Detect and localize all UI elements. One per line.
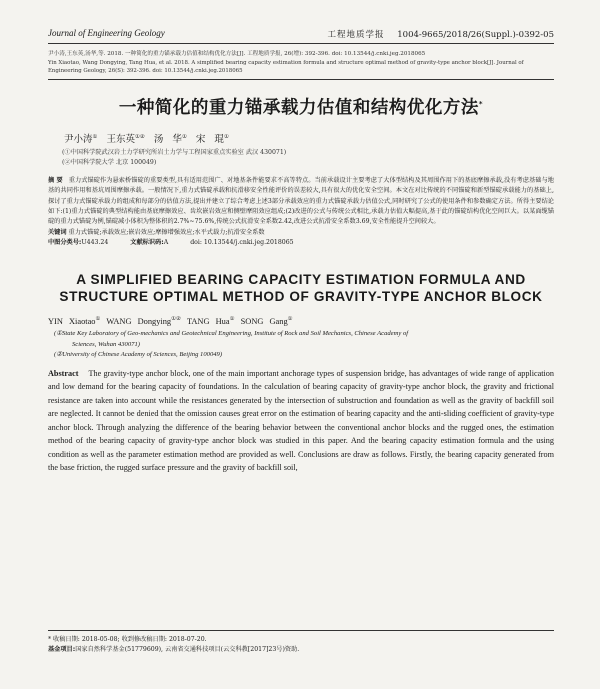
- affiliation-en: (①State Key Laboratory of Geo-mechanics and Geotechnical Engineering, Institute of Rock and Soil Mechanics, Chinese Academy of: [54, 330, 409, 338]
- classification-row: 中图分类号:U443.24 文献标识码:A doi: 10.13544/j.cnki.jeg.2018065: [48, 239, 294, 247]
- affiliation-en-cont: Sciences, Wuhan 430071): [72, 340, 140, 348]
- received-date: * 收稿日期: 2018-05-08; 收到修改稿日期: 2018-07-20.: [48, 636, 207, 643]
- clc-number: U443.24: [81, 239, 109, 247]
- author-en: YIN Xiaotao①: [48, 316, 101, 327]
- title-cn: [48, 94, 554, 119]
- title-cn-mark: *: [478, 99, 484, 108]
- authors-cn: [64, 131, 554, 145]
- abstract-cn-text: 重力式锚碇作为悬索桥锚碇的重要类型,具有适用范围广、对地基条件能要求不高等特点。当前承载设计主要考虑了大体型结构及其周围作用下的基底摩擦承载,没有考虑基础与地基的共同作用和基坑周围摩擦承载。一般情况下,重力式锚碇承载和抗滑移安全性能评价的误差较大,具有很大的优化安全空间。本文在对比传统的不同锚碇和新型锚碇承载能力的基础上,探讨了重力式锚碇承载力的组成和每部分的估值方法,提出并建立了综合考虑上述3部分承载效应的重力式锚碇承载力估值公式,同时研究了公式的使用条件和参数确定方法。所得主要结论如下:(1)重力式锚碇的典型结构能由基底摩擦效应、齿坎嵌岩效应和侧壁摩阻效应组成;(2)改进的公式与传统公式相比,承载力估值大幅提高,基于此的锚碇结构优化空间巨大。以某面缆锚碇的重力式锚碇为例,锚碇减小体积为整体积的2.7%~75.6%,传统公式抗滑安全系数2.42,改进公式抗滑安全系数3.69,安全性能提升空间较大。: [48, 176, 554, 226]
- journal-name: Journal of Engineering Geology: [48, 28, 165, 38]
- keywords-cn-label: 关键词: [48, 228, 67, 236]
- journal-header: [48, 28, 554, 44]
- abstract-en-text: The gravity-type anchor block, one of the main important anchorage types of suspension bridge, has advantages of wide range of application and low demand for the bearing capacity of foundations. In the calculation of bearing capacity of gravity-type anchor block, the gravity and frictional resistance are taken into account while the resistances generated by the intersection of substruction and foundation as well as the gravity of backfill soil are neglected. It cannot be denied that the omission causes great error on the estimation of bearing capacity and the anti-sliding coefficient of gravity-type anchor block. Through analyzing the difference of the bearing behavior between the conventional anchor blocks and the rugged ones, the estimation method of the bearing capacity of gravity-type anchor block was studied in this paper. And the bearing capacity estimation formula and the using condition as well as the parameter estimation method are provided as well. Conclusions are draw as follows. Firstly, the bearing capacity generated from the base friction, the rugged surface pressure and the gravity of backfill soil,: [48, 368, 554, 473]
- author-cn: 汤 华①: [153, 133, 187, 145]
- doi: 10.13544/j.cnki.jeg.2018065: [203, 239, 294, 247]
- author-cn: 宋 琨①: [195, 133, 229, 145]
- affiliations-en: [48, 329, 554, 361]
- affiliations-cn: [62, 148, 554, 168]
- author-en: SONG Gang①: [240, 316, 293, 327]
- abstract-en: [48, 367, 554, 475]
- keywords-cn: [48, 228, 554, 238]
- document-code: A: [163, 239, 169, 247]
- abstract-cn: [48, 176, 554, 228]
- abstract-cn-label: 摘 要: [48, 176, 63, 184]
- funding: 基金项目:国家自然科学基金(51779609), 云南省交通科技项目(云交科教[2017]23号)资助.: [48, 646, 300, 653]
- affiliation-cn: (②中国科学院大学 北京 100049): [62, 158, 157, 166]
- title-en: A SIMPLIFIED BEARING CAPACITY ESTIMATION FORMULA AND STRUCTURE OPTIMAL METHOD OF GRAVITY-TYPE ANCHOR BLOCK: [59, 271, 543, 304]
- citation-en: Yin Xiaotao, Wang Dongying, Tang Hua, et al. 2018. A simplified bearing capacity estimation formula and structure optimal method of gravity-type anchor block[J]. Journal of Engineering Geology, 26(S): 392-396. doi: 10.13544/j.cnki.jeg.2018065: [48, 59, 554, 80]
- authors-en: [48, 317, 554, 327]
- citation-cn: 尹小涛,王东英,汤华,等. 2018. 一种简化的重力锚承载力估值和结构优化方法[J]. 工程地质学报, 26(增): 392-396. doi: 10.13544/j.cnki.jeg.2018065: [48, 51, 426, 57]
- issn: 1004-9665/2018/26(Suppl.)-0392-05: [397, 30, 554, 40]
- footnote: [48, 630, 554, 655]
- journal-name-cn: 工程地质学报: [327, 30, 385, 40]
- affiliation-en: (②University of Chinese Academy of Sciences, Beijing 100049): [54, 351, 223, 359]
- author-en: TANG Hua①: [186, 316, 235, 327]
- author-cn: 王东英①②: [106, 133, 145, 145]
- keywords-cn-text: 重力式锚碇;承载效应;嵌岩效应;摩擦增强效应;水平式载力;抗滑安全系数: [68, 228, 265, 236]
- title-cn-text: 一种简化的重力锚承载力估值和结构优化方法: [118, 97, 479, 118]
- abstract-en-label: Abstract: [48, 368, 79, 378]
- author-cn: 尹小涛①: [64, 133, 98, 145]
- affiliation-cn: (①中国科学院武汉岩土力学研究所岩土力学与工程国家重点实验室 武汉 430071): [62, 148, 287, 156]
- author-en: WANG Dongying①②: [106, 316, 181, 327]
